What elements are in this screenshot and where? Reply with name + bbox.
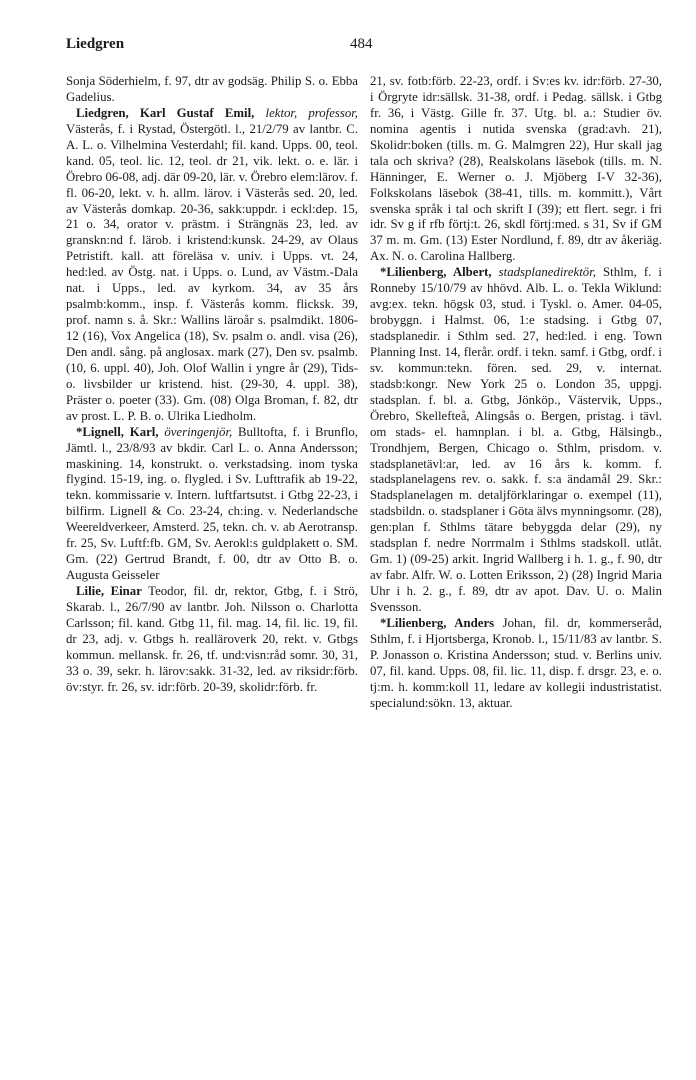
entry-headword: Lilie, Einar bbox=[76, 584, 142, 598]
entry-liedgren bbox=[66, 106, 358, 425]
entry-text: Bulltofta, f. i Brunflo, Jämtl. l., 23/8/93 av bkdir. Carl L. o. Anna Andersson; maskining. 14, konstrukt. o. verkstadsing. inom tyska flygind. 15-19, ing. o. flygled. i Sv. Lufttrafik ab 19-22, tekn. kommissarie v. Intern. luftfartsutst. i Gtbg 22-23, i bilfirm. Lignell & Co. 23-24, ch:ing. v. Nederlandsche Weereldverkeer, Amsterd. 25, tekn. ch. v. ab Aerotransp. fr. 25, Sv. Luftf:fb. GM, Sv. Aerokl:s guldplakett o. SM. Gm. (22) Gertrud Brandt, f. 00, dtr av Otto B. o. Augusta Geisseler bbox=[66, 424, 359, 583]
entry-title: överingenjör, bbox=[158, 424, 233, 439]
entry-given-name: Karl Gustaf Emil, bbox=[128, 105, 255, 120]
entry-text: Västerås, f. i Rystad, Östergötl. l., 21/2/79 av lantbr. C. A. L. o. Vilhelmina Vesterdahl; fil. kand. Upps. 00, teol. kand. 05, teol. lic. 12, teol. dr 21, vik. lekt. o. e. lär. i Örebro 06-08, adj. där 09-20, lär. v. Örebro elem:lärov. f. fl. 06-20, lekt. v. h. allm. lärov. i Västerås sed. 20, led. av Västerås domkap. 20-36, sakk:uppdr. i eckl:dep. 15, 21 o. 34, orator v. prästm. i Strängnäs 23, led. av granskn:nd f. lärob. i kristend:kunsk. 24-29, av Olaus Petristift. kall. att föreläsa v. univ. i Upps. vt. 24, hed:led. av Östg. nat. i Upps. o. Lund, av Västm.-Dala nat. i Upps., led. av kyrkom. 34, av 35 års psalmb:komm., insp. f. Västerås komm. flicksk. 39, prof. namn s. å. Skr.: Wallins läroår s. psalmdikt. 1806-12 (16), Vox Angelica (18), Sv. psalm o. andl. visa (26), Den andl. sång. på anglosax. mark (27), Den sv. psalmb. (10, 6. uppl. 40), Joh. Olof Wallin i yngre år (29), Tids- o. livsbilder ur kristend. hist. (29-30, 4. uppl. 38), Präster o. poeter (33). Gm. (08) Olga Broman, f. 82, dtr av prost. L. P. B. o. Ulrika Liedholm. bbox=[66, 121, 358, 423]
entry-lilie bbox=[66, 584, 358, 696]
entry-title: lektor, professor, bbox=[254, 105, 358, 120]
entry-continuation bbox=[66, 74, 358, 106]
entry-continuation bbox=[370, 74, 662, 265]
entry-text: 21, sv. fotb:förb. 22-23, ordf. i Sv:es kv. idr:förb. 27-30, i Örgryte idr:sällsk. 31-38, ordf. i Pedag. sällsk. i Gtbg fr. 36, i Västg. Gille fr. 37. Utg. bl. a.: Studier öv. nomina agentis i nutida svenska (grad:avh. 21), Skolidr:boken (tills. m. G. Malmgren 22), Hur skall jag tala och skriva? (28), Realskolans läsebok (tills. m. N. Hänninger, E. Werner o. J. Mjöberg I-V 32-36), Folkskolans läsebok (38-41, tills. m. kommitt.), Vårt svenska språk i tal och skrift I (39); ett flert. segr. i fri idr. Sv g if rfb förtj:t. 26, skdl förtj:med. s 31, Sv if GM 37 m. m. Gm. (13) Ester Nordlund, f. 89, dtr av åkeriäg. Ax. N. o. Carolina Hallberg. bbox=[370, 74, 662, 264]
entry-text: Teodor, fil. dr, rektor, Gtbg, f. i Strö, Skarab. l., 26/7/90 av lantbr. Joh. Nilsson o. Charlotta Carlsson; fil. kand. Gtbg 11, fil. mag. 14, fil. lic. 19, fil. dr 23, adj. v. Gtbgs h. realläroverk 20, rekt. v. Gtbgs kommun. mellansk. fr. 26, tf. und:visn:råd somr. 30, 31, 33 o. 39, sekr. h. lärov:sakk. 31-32, led. av riksidr:förb. öv:styr. fr. 26, sv. idr:förb. 20-39, skolidr:förb. fr. bbox=[66, 584, 358, 694]
running-head: Liedgren bbox=[66, 36, 125, 52]
page-number: 484 bbox=[350, 36, 373, 52]
entry-title: stadsplanedirektör, bbox=[491, 265, 596, 280]
left-column bbox=[66, 74, 358, 696]
entry-lilienberg-albert bbox=[370, 265, 662, 616]
right-column bbox=[370, 74, 662, 712]
page-header bbox=[66, 36, 654, 58]
entry-lilienberg-anders bbox=[370, 616, 662, 712]
entry-text: Johan, fil. dr, kommerseråd, Sthlm, f. i Hjortsberga, Kronob. l., 15/11/83 av lantbr. S. P. Jonasson o. Kristina Andersson; stud. v. Berlins univ. 07, fil. kand. Upps. 08, fil. lic. 11, disp. f. drsgr. 23, e. o. tj:m. h. komm:koll 11, ledare av kollegii industristatist. specialund:sökn. 13, aktuar. bbox=[370, 615, 662, 710]
entry-headword: *Lignell, Karl, bbox=[76, 424, 159, 439]
entry-headword: Liedgren, bbox=[76, 105, 129, 120]
entry-text: Sonja Söderhielm, f. 97, dtr av godsäg. Philip S. o. Ebba Gadelius. bbox=[66, 74, 358, 104]
entry-lignell bbox=[66, 425, 358, 584]
entry-headword: *Lilienberg, Albert, bbox=[380, 265, 492, 280]
entry-headword: *Lilienberg, Anders bbox=[380, 615, 495, 630]
entry-text: Sthlm, f. i Ronneby 15/10/79 av hhövd. Alb. L. o. Tekla Wiklund: avg:ex. tekn. högsk 03, stud. i Tyskl. o. Amer. 04-05, brobyggn. i Halmst. 06, 1:e stadsing. i Gtbg 07, stadsplanedir. i Sthlm sed. 27, hed:led. i eng. Town Planning Inst. 14, flerår. ordf. i tekn. samf. i Gtbg, ordf. i sv. kommun:tekn. fören. sed. 29, v. internat. stadsb:kongr. New York 25 o. London 35, uppgj. stadsplan. f. bl. a. Gtbg, Jönköp., Västervik, Upps., Örebro, Skellefteå, Alingsås o. Bergen, pristag. i tävl. om stads- el. hamnplan. i bl. a. Gtbg, Hälsingb., Trondhjem, Bergen, Chicago o. Sthlm, prisdom. v. stadsplanetävl:ar, led. av 16 års k. komm. f. stadsplanelagens rev. o. sakk. f. s:a ändamål 29. Skr.: Stadsplanelagen m. detaljförklaringar o. exempel (11), stadsbildn. o. stadsplaner i Göta älvs mynningsomr. (28), gen:plan f. Sthlms tätare bebyggda delar (29), ny stadsplan f. nedre Norrmalm i Sthlms stadskoll. utlåt. Gm. 1) (09-25) arkit. Ingrid Wallberg i h. 1. g., f. 90, dtr av fabr. Alfr. W. o. Lotten Eriksson, 2) (28) Ingrid Maria Uhr i h. 2. g., f. 89, dtr av apot. Dav. U. o. Malin Svensson. bbox=[370, 265, 662, 614]
